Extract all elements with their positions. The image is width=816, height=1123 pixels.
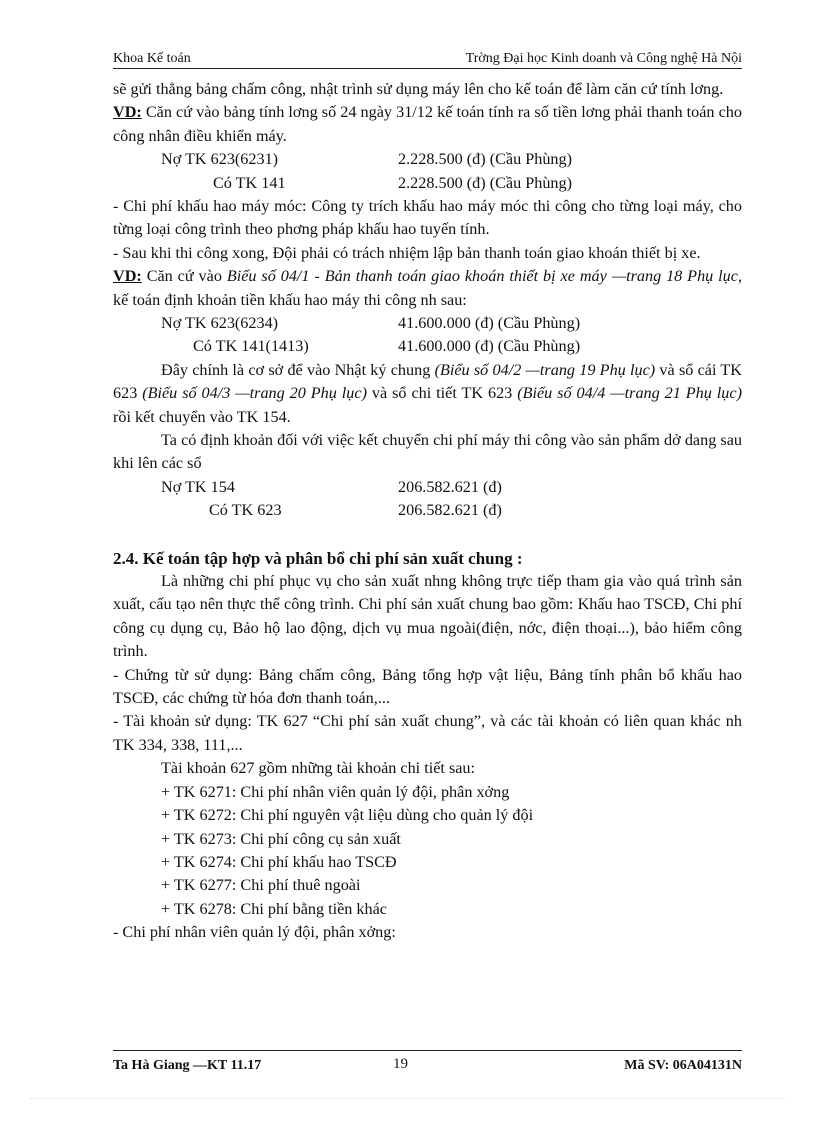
example-text: Căn cứ vào bảng tính lơng số 24 ngày 31/12 kế toán tính ra số tiền lơng phải thanh toán cho công nhân điều khiển máy. xyxy=(113,103,742,145)
header-university: Trờng Đại học Kinh doanh và Công nghệ Hà Nội xyxy=(465,51,742,66)
entry-account: Có TK 623 xyxy=(209,501,282,520)
example-paragraph xyxy=(113,101,742,148)
journal-entry-debit xyxy=(113,148,742,171)
paragraph: Là những chi phí phục vụ cho sản xuất nhng không trực tiếp tham gia vào quá trình sản xuất, cấu tạo nên thực thể công trình. Chi phí sản xuất chung bao gồm: Khấu hao TSCĐ, Chi phí công cụ dụng cụ, Bảo hộ lao động, dịch vụ mua ngoài(điện, nớc, điện thoại...), bảo hiểm công trình. xyxy=(113,572,742,661)
entry-amount: 41.600.000 (đ) (Cầu Phùng) xyxy=(398,337,581,356)
entry-amount: 2.228.500 (đ) (Cầu Phùng) xyxy=(398,173,572,192)
footer-student-id: Mã SV: 06A04131N xyxy=(624,1058,742,1073)
list-item: + TK 6277: Chi phí thuê ngoài xyxy=(161,876,361,895)
example-label: VD: xyxy=(113,267,142,286)
entry-account: Nợ TK 623(6234) xyxy=(161,314,279,333)
entry-account: Nợ TK 154 xyxy=(161,477,235,496)
journal-entry-credit xyxy=(113,499,742,522)
paragraph: Tài khoản 627 gồm những tài khoản chi tiết sau: xyxy=(161,759,476,778)
paragraph: - Sau khi thi công xong, Đội phải có trách nhiệm lập bản thanh toán giao khoán thiết bị xe. xyxy=(113,243,701,262)
entry-amount: 2.228.500 (đ) (Cầu Phùng) xyxy=(398,150,572,169)
entry-amount: 206.582.621 (đ) xyxy=(398,501,502,520)
paragraph: Đây chính là cơ sở để vào Nhật ký chung (Biểu số 04/2 —trang 19 Phụ lục) và sổ cái TK 623 (Biểu số 04/3 —trang 20 Phụ lục) và sổ chi tiết TK 623 (Biểu số 04/4 —trang 21 Phụ lục) rồi kết chuyển vào TK 154. xyxy=(113,360,742,426)
footer-rule xyxy=(113,1050,742,1051)
list-item: + TK 6274: Chi phí khấu hao TSCĐ xyxy=(161,852,397,871)
header-rule xyxy=(113,68,742,69)
journal-entry-credit xyxy=(113,335,742,358)
paragraph: - Chi phí nhân viên quản lý đội, phân xởng: xyxy=(113,923,396,942)
list-item: + TK 6272: Chi phí nguyên vật liệu dùng cho quản lý đội xyxy=(161,806,534,825)
paragraph: Ta có định khoản đối với việc kết chuyển chi phí máy thi công vào sản phẩm dở dang sau khi lên các sổ xyxy=(113,431,742,473)
example-label: VD: xyxy=(113,103,142,122)
page-number: 19 xyxy=(393,1056,408,1072)
entry-amount: 206.582.621 (đ) xyxy=(398,477,502,496)
paragraph: - Chi phí khấu hao máy móc: Công ty trích khấu hao máy móc thi công cho từng loại máy, cho từng loại công trình theo phơng pháp khấu hao tuyến tính. xyxy=(113,197,742,239)
appendix-reference: (Biểu số 04/4 —trang 21 Phụ lục) xyxy=(517,384,742,403)
journal-entry-debit xyxy=(113,312,742,335)
journal-entry-debit xyxy=(113,476,742,499)
section-heading: 2.4. Kế toán tập hợp và phân bổ chi phí sản xuất chung : xyxy=(113,548,523,568)
list-item: + TK 6273: Chi phí công cụ sản xuất xyxy=(161,829,401,848)
entry-amount: 41.600.000 (đ) (Cầu Phùng) xyxy=(398,314,581,333)
list-item: + TK 6278: Chi phí bằng tiền khác xyxy=(161,899,387,918)
entry-account: Có TK 141 xyxy=(213,173,286,192)
bottom-dotted-rule xyxy=(30,1098,786,1099)
appendix-reference: (Biểu số 04/3 —trang 20 Phụ lục) xyxy=(142,384,367,403)
journal-entry-credit xyxy=(113,172,742,195)
header-faculty: Khoa Kế toán xyxy=(113,51,191,66)
paragraph: - Chứng từ sử dụng: Bảng chấm công, Bảng tổng hợp vật liệu, Bảng tính phân bổ khấu hao TSCĐ, các chứng từ hóa đơn thanh toán,... xyxy=(113,665,742,708)
entry-account: Có TK 141(1413) xyxy=(193,337,309,356)
paragraph: sẽ gửi thẳng bảng chấm công, nhật trình sử dụng máy lên cho kế toán để làm căn cứ tính lơng. xyxy=(113,80,724,98)
appendix-reference: Biểu số 04/1 - Bản thanh toán giao khoán thiết bị xe máy —trang 18 Phụ lục xyxy=(226,267,738,286)
appendix-reference: (Biểu số 04/2 —trang 19 Phụ lục) xyxy=(434,360,656,379)
document-body xyxy=(113,78,742,945)
example-paragraph: VD: Căn cứ vào Biểu số 04/1 - Bản thanh toán giao khoán thiết bị xe máy —trang 18 Phụ lục, kế toán định khoản tiền khấu hao máy thi công nh sau: xyxy=(113,267,742,309)
footer-author: Ta Hà Giang —KT 11.17 xyxy=(113,1058,262,1073)
entry-account: Nợ TK 623(6231) xyxy=(161,150,279,169)
paragraph: - Tài khoản sử dụng: TK 627 “Chi phí sản xuất chung”, và các tài khoản có liên quan khác nh TK 334, 338, 111,... xyxy=(113,712,742,754)
list-item: + TK 6271: Chi phí nhân viên quản lý đội, phân xởng xyxy=(161,782,510,801)
page-header xyxy=(113,48,742,68)
